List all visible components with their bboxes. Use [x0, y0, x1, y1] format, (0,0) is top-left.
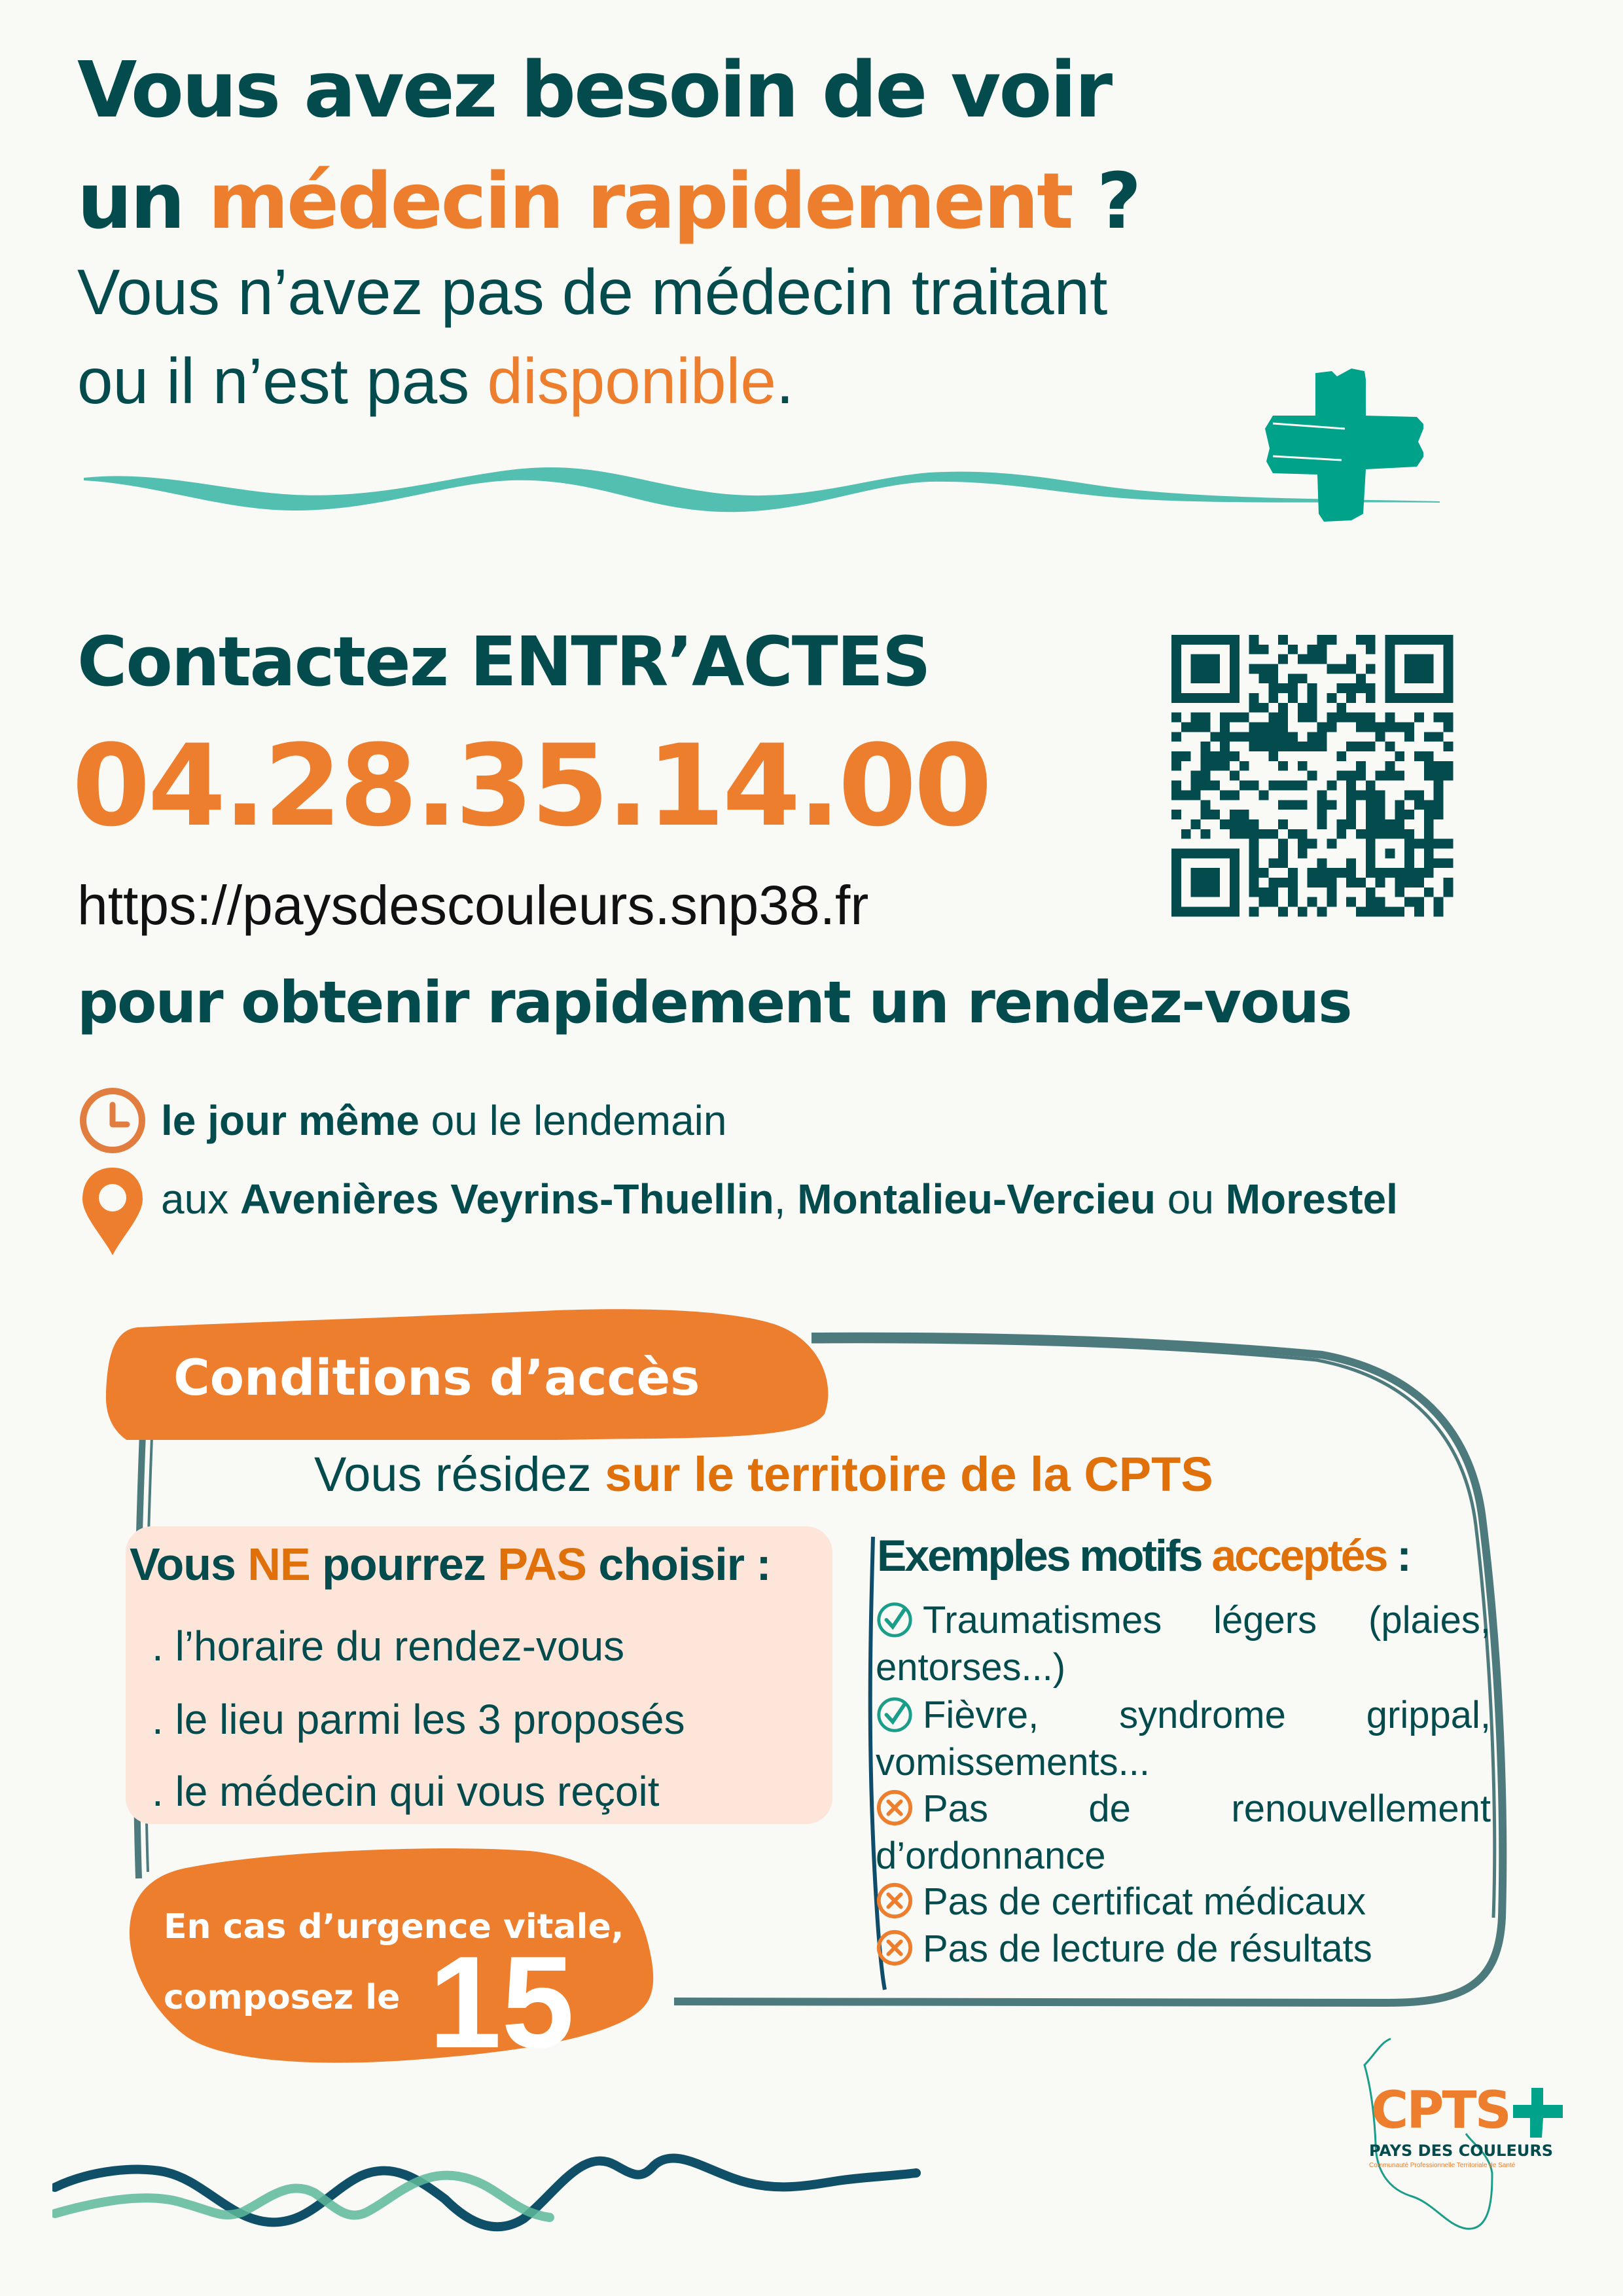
logo-tagline: Communauté Professionnelle Territoriale de Santé: [1369, 2162, 1516, 2169]
emergency-line-1: En cas d’urgence vitale,: [164, 1907, 624, 1946]
emergency-line-2: composez le: [164, 1978, 401, 2017]
location-prefix: aux: [161, 1175, 240, 1223]
logo-cpts: CPTS: [1371, 2081, 1510, 2140]
residence-condition: [314, 1446, 1213, 1502]
motif-text: Pas de certificat médicaux: [923, 1880, 1366, 1923]
motifs-title-highlight: acceptés: [1211, 1531, 1387, 1581]
conditions-title: Conditions d’accès: [173, 1348, 700, 1407]
contact-purpose: pour obtenir rapidement un rendez-vous: [77, 969, 1351, 1036]
headline-line-2-prefix: un: [77, 156, 209, 246]
motif-text: Fièvre, syndrome grippal, vomissements...: [876, 1694, 1491, 1784]
motif-text: Traumatismes légers (plaies, entorses...): [876, 1599, 1491, 1689]
headline-line-2-suffix: ?: [1071, 156, 1140, 246]
motif-text: Pas de renouvellement d’ordonnance: [876, 1787, 1491, 1877]
contact-title: Contactez ENTR’ACTES: [77, 622, 930, 702]
cannot-choose-pas: PAS: [497, 1539, 586, 1590]
cannot-choose-ne: NE: [247, 1539, 310, 1590]
website-link[interactable]: https://paysdescouleurs.snp38.fr: [77, 874, 869, 936]
cannot-choose-item: . l’horaire du rendez-vous: [152, 1623, 625, 1670]
availability-bold: le jour même: [161, 1097, 419, 1144]
logo-subtitle: PAYS DES COULEURS: [1369, 2142, 1554, 2160]
logo-cross-icon: [1512, 2087, 1564, 2139]
motif-item-refused: [876, 1785, 1491, 1880]
residence-prefix: Vous résidez: [314, 1447, 605, 1501]
location-place-2: Montalieu-Vercieu: [797, 1175, 1156, 1223]
residence-highlight: sur le territoire de la CPTS: [605, 1447, 1213, 1501]
x-circle-icon: [876, 1882, 914, 1920]
headline-highlight: médecin rapidement: [208, 156, 1072, 246]
motifs-title-prefix: Exemples motifs: [877, 1531, 1212, 1581]
motif-item-refused: [876, 1926, 1491, 1973]
motif-text: Pas de lecture de résultats: [923, 1928, 1372, 1970]
subheadline-line-1: Vous n’avez pas de médecin traitant: [77, 256, 1108, 328]
motif-item-refused: [876, 1878, 1491, 1926]
emergency-number[interactable]: 15: [429, 1929, 575, 2075]
cannot-choose-t1: Vous: [130, 1539, 248, 1590]
subheadline-highlight: disponible: [487, 345, 776, 417]
headline-line-1: Vous avez besoin de voir: [77, 45, 1111, 135]
motif-item-accepted: [876, 1692, 1491, 1786]
x-circle-icon: [876, 1789, 914, 1827]
cannot-choose-t3: pourrez: [310, 1539, 498, 1590]
motif-item-accepted: [876, 1597, 1491, 1691]
subheadline-prefix: ou il n’est pas: [77, 345, 488, 417]
cannot-choose-item: . le lieu parmi les 3 proposés: [152, 1696, 685, 1743]
subheadline-suffix: .: [776, 345, 794, 417]
availability-rest: ou le lendemain: [419, 1097, 727, 1144]
location-place-1: Avenières Veyrins-Thuellin: [240, 1175, 774, 1223]
x-circle-icon: [876, 1929, 914, 1967]
bottom-wave-decoration: [52, 2153, 1296, 2232]
motifs-title: [877, 1530, 1410, 1581]
cannot-choose-item: . le médecin qui vous reçoit: [152, 1768, 660, 1815]
motifs-title-suffix: :: [1386, 1531, 1410, 1581]
cannot-choose-title: [130, 1538, 771, 1590]
location-sep: ,: [774, 1175, 798, 1223]
phone-number[interactable]: 04.28.35.14.00: [72, 720, 990, 852]
cannot-choose-t5: choisir :: [586, 1539, 771, 1590]
check-circle-icon: [876, 1600, 914, 1638]
location-place-3: Morestel: [1225, 1175, 1398, 1223]
check-circle-icon: [876, 1695, 914, 1733]
location-or: ou: [1155, 1175, 1226, 1223]
